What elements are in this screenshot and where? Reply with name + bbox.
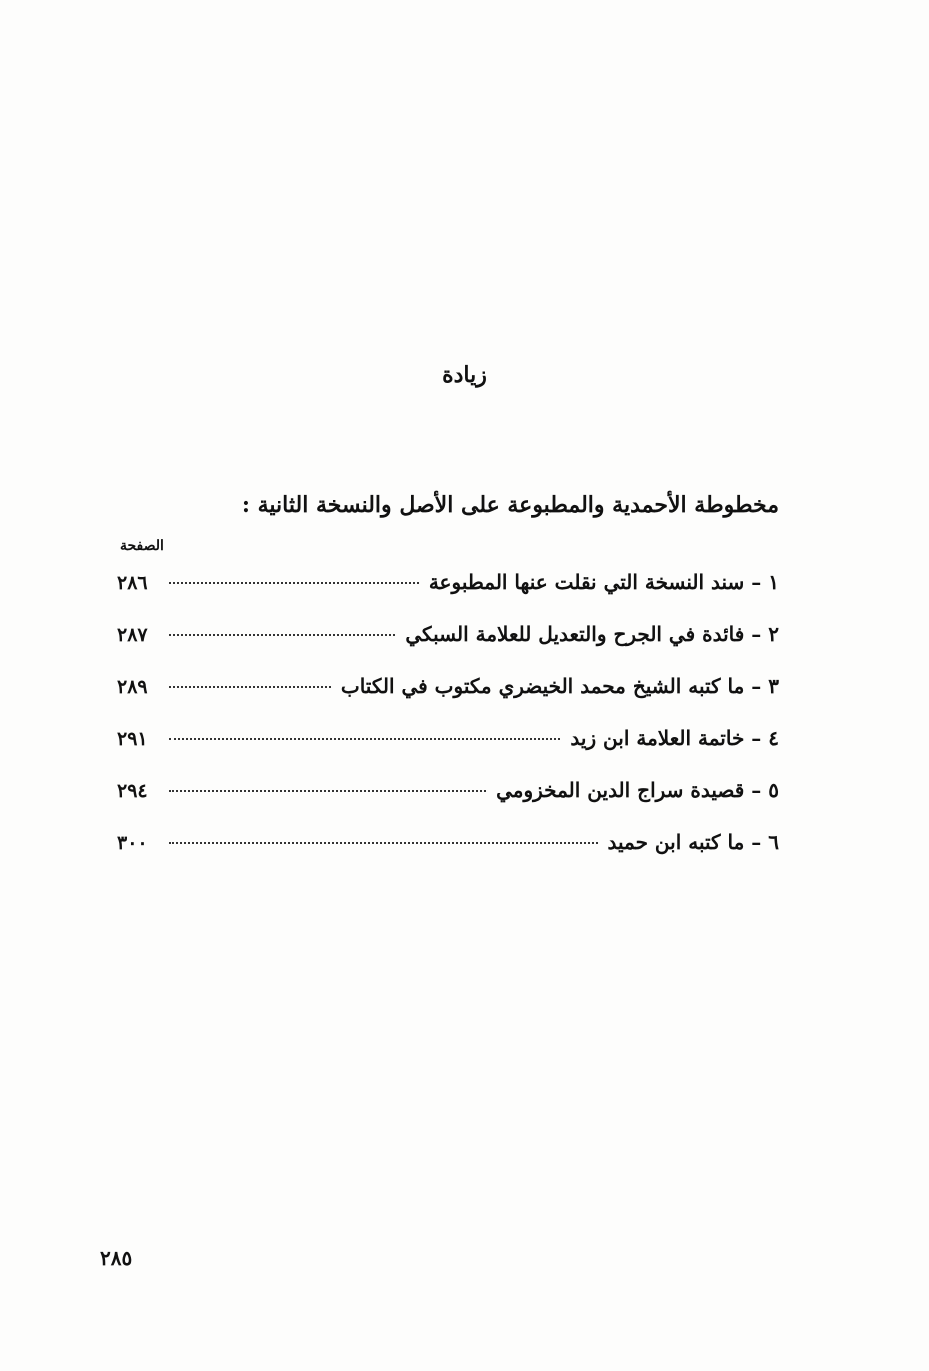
- toc-entry: [117, 622, 779, 674]
- toc-entry: [117, 674, 779, 726]
- toc-entry-page: ٢٨٩: [117, 676, 148, 698]
- page-column-label: الصفحة: [120, 538, 164, 554]
- toc-entry-text: ٣ – ما كتبه الشيخ محمد الخيضري مكتوب في الكتاب: [340, 674, 779, 698]
- section-heading: مخطوطة الأحمدية والمطبوعة على الأصل والنسخة الثانية :: [241, 492, 779, 518]
- toc-entry-text: ٢ – فائدة في الجرح والتعديل للعلامة السبكي: [405, 622, 779, 646]
- toc-entry: [117, 726, 779, 778]
- dot-leader: [169, 790, 486, 792]
- page-title: زيادة: [442, 362, 487, 388]
- toc-entry: [117, 830, 779, 882]
- dot-leader: [169, 582, 419, 584]
- dot-leader: [169, 842, 598, 844]
- toc-entry-page: ٢٩١: [117, 728, 148, 750]
- table-of-contents: [117, 570, 779, 882]
- toc-entry-page: ٣٠٠: [117, 832, 148, 854]
- dot-leader: [169, 634, 395, 636]
- toc-entry-text: ١ – سند النسخة التي نقلت عنها المطبوعة: [428, 570, 779, 594]
- toc-entry: [117, 570, 779, 622]
- toc-entry-text: ٥ – قصيدة سراج الدين المخزومي: [496, 778, 779, 802]
- dot-leader: [169, 738, 560, 740]
- toc-entry-text: ٦ – ما كتبه ابن حميد: [607, 830, 779, 854]
- toc-entry: [117, 778, 779, 830]
- toc-entry-page: ٢٩٤: [117, 780, 148, 802]
- dot-leader: [169, 686, 331, 688]
- page-number: ٢٨٥: [100, 1246, 133, 1270]
- toc-entry-text: ٤ – خاتمة العلامة ابن زيد: [570, 726, 779, 750]
- toc-entry-page: ٢٨٦: [117, 572, 148, 594]
- toc-entry-page: ٢٨٧: [117, 624, 148, 646]
